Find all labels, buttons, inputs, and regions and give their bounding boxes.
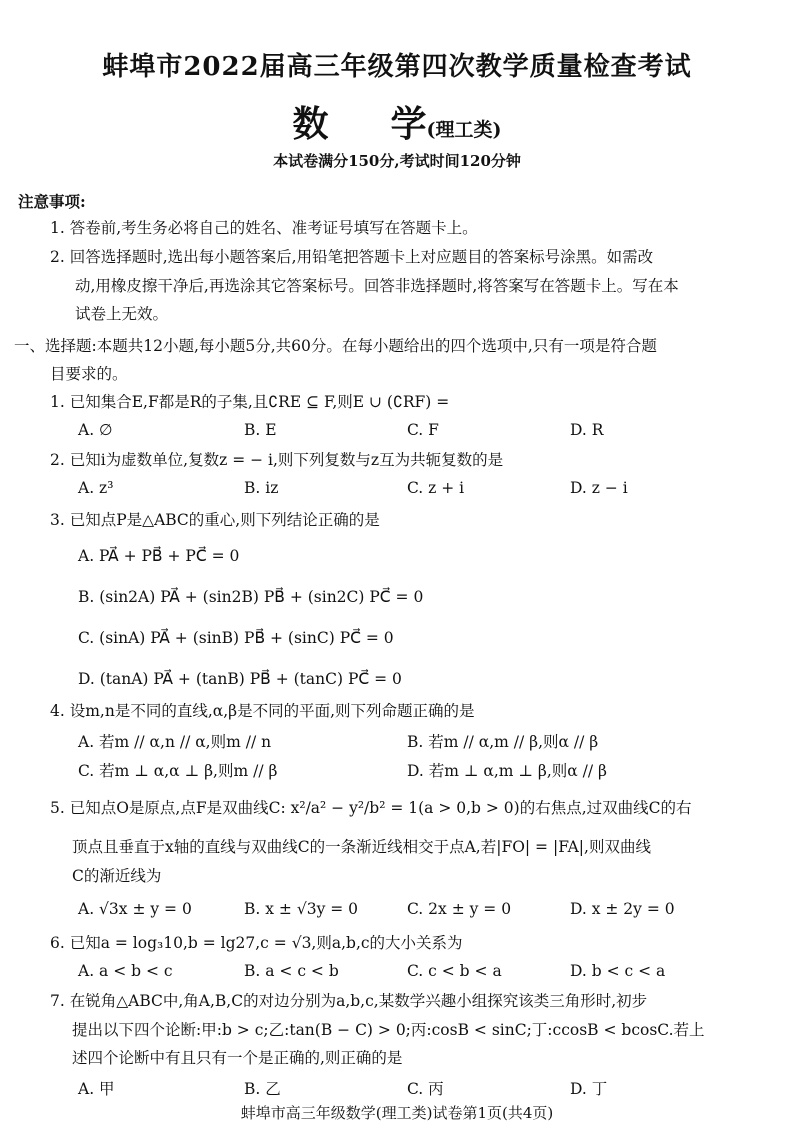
question-2-option-d: D. z − i bbox=[570, 479, 628, 497]
question-4-option-b: B. 若m // α,m // β,则α // β bbox=[407, 733, 599, 751]
subject-char-1: 数 bbox=[292, 103, 329, 145]
question-7-stem-line-3: 述四个论断中有且只有一个是正确的,则正确的是 bbox=[72, 1049, 403, 1067]
question-1-stem: 1. 已知集合E,F都是R的子集,且∁RE ⊆ F,则E ∪ (∁RF) = bbox=[50, 393, 450, 411]
note-2-line-2: 动,用橡皮擦干净后,再选涂其它答案标号。回答非选择题时,将答案写在答题卡上。写在本 bbox=[75, 277, 679, 295]
question-1-option-a: A. ∅ bbox=[78, 421, 113, 439]
question-2-option-a: A. z³ bbox=[78, 479, 114, 497]
question-6-option-b: B. a < c < b bbox=[244, 962, 339, 980]
question-5-option-c: C. 2x ± y = 0 bbox=[407, 900, 512, 918]
question-5-option-b: B. x ± √3y = 0 bbox=[244, 900, 359, 918]
question-5-stem-line-1: 5. 已知点O是原点,点F是双曲线C: x²/a² − y²/b² = 1(a > 0,b > 0)的右焦点,过双曲线C的右 bbox=[50, 799, 692, 817]
question-4-stem: 4. 设m,n是不同的直线,α,β是不同的平面,则下列命题正确的是 bbox=[50, 702, 475, 720]
question-2-option-c: C. z + i bbox=[407, 479, 465, 497]
section-1-line-2: 目要求的。 bbox=[50, 365, 128, 383]
question-5-option-d: D. x ± 2y = 0 bbox=[570, 900, 675, 918]
question-7-stem-line-2: 提出以下四个论断:甲:b > c;乙:tan(B − C) > 0;丙:cosB < sinC;丁:ccosB < bcosC.若上 bbox=[72, 1021, 705, 1039]
question-6-option-a: A. a < b < c bbox=[78, 962, 173, 980]
question-7-option-a: A. 甲 bbox=[78, 1080, 115, 1098]
question-1-option-d: D. R bbox=[570, 421, 604, 439]
page-footer: 蚌埠市高三年级数学(理工类)试卷第1页(共4页) bbox=[240, 1104, 554, 1122]
question-7-option-b: B. 乙 bbox=[244, 1080, 281, 1098]
question-3-stem: 3. 已知点P是△ABC的重心,则下列结论正确的是 bbox=[50, 511, 380, 529]
question-4-option-d: D. 若m ⊥ α,m ⊥ β,则α // β bbox=[407, 762, 607, 780]
question-1-option-b: B. E bbox=[244, 421, 277, 439]
question-2-option-b: B. iz bbox=[244, 479, 279, 497]
question-4-option-c: C. 若m ⊥ α,α ⊥ β,则m // β bbox=[78, 762, 278, 780]
note-1: 1. 答卷前,考生务必将自己的姓名、准考证号填写在答题卡上。 bbox=[50, 219, 478, 237]
question-1-option-c: C. F bbox=[407, 421, 439, 439]
subject-heading bbox=[0, 96, 794, 147]
question-4-option-a: A. 若m // α,n // α,则m // n bbox=[78, 733, 272, 751]
note-2-line-3: 试卷上无效。 bbox=[75, 305, 169, 323]
question-7-option-c: C. 丙 bbox=[407, 1080, 444, 1098]
note-2-line-1: 2. 回答选择题时,选出每小题答案后,用铅笔把答题卡上对应题目的答案标号涂黑。如需改 bbox=[50, 248, 654, 266]
question-5-stem-line-2: 顶点且垂直于x轴的直线与双曲线C的一条渐近线相交于点A,若|FO| = |FA|,则双曲线 bbox=[72, 838, 651, 856]
question-6-stem: 6. 已知a = log₃10,b = lg27,c = √3,则a,b,c的大小关系为 bbox=[50, 934, 463, 952]
exam-info: 本试卷满分150分,考试时间120分钟 bbox=[273, 152, 521, 170]
question-3-option-b: B. (sin2A) PA⃗ + (sin2B) PB⃗ + (sin2C) PC⃗ = 0 bbox=[78, 588, 424, 606]
question-3-option-a: A. PA⃗ + PB⃗ + PC⃗ = 0 bbox=[78, 547, 240, 565]
question-6-option-d: D. b < c < a bbox=[570, 962, 666, 980]
question-5-stem-line-3: C的渐近线为 bbox=[72, 867, 162, 885]
question-3-option-d: D. (tanA) PA⃗ + (tanB) PB⃗ + (tanC) PC⃗ = 0 bbox=[78, 670, 402, 688]
question-2-stem: 2. 已知i为虚数单位,复数z = − i,则下列复数与z互为共轭复数的是 bbox=[50, 451, 504, 469]
subject-char-2: 学 bbox=[390, 103, 427, 145]
question-5-option-a: A. √3x ± y = 0 bbox=[78, 900, 192, 918]
subject-category: (理工类) bbox=[426, 119, 502, 141]
exam-title: 蚌埠市2022届高三年级第四次教学质量检查考试 bbox=[102, 52, 692, 82]
question-7-option-d: D. 丁 bbox=[570, 1080, 608, 1098]
question-7-stem-line-1: 7. 在锐角△ABC中,角A,B,C的对边分别为a,b,c,某数学兴趣小组探究该类三角形时,初步 bbox=[50, 992, 648, 1010]
question-6-option-c: C. c < b < a bbox=[407, 962, 502, 980]
section-1-line-1: 一、选择题:本题共12小题,每小题5分,共60分。在每小题给出的四个选项中,只有一项是符合题 bbox=[14, 337, 657, 355]
notes-heading: 注意事项: bbox=[18, 192, 86, 211]
question-3-option-c: C. (sinA) PA⃗ + (sinB) PB⃗ + (sinC) PC⃗ = 0 bbox=[78, 629, 394, 647]
